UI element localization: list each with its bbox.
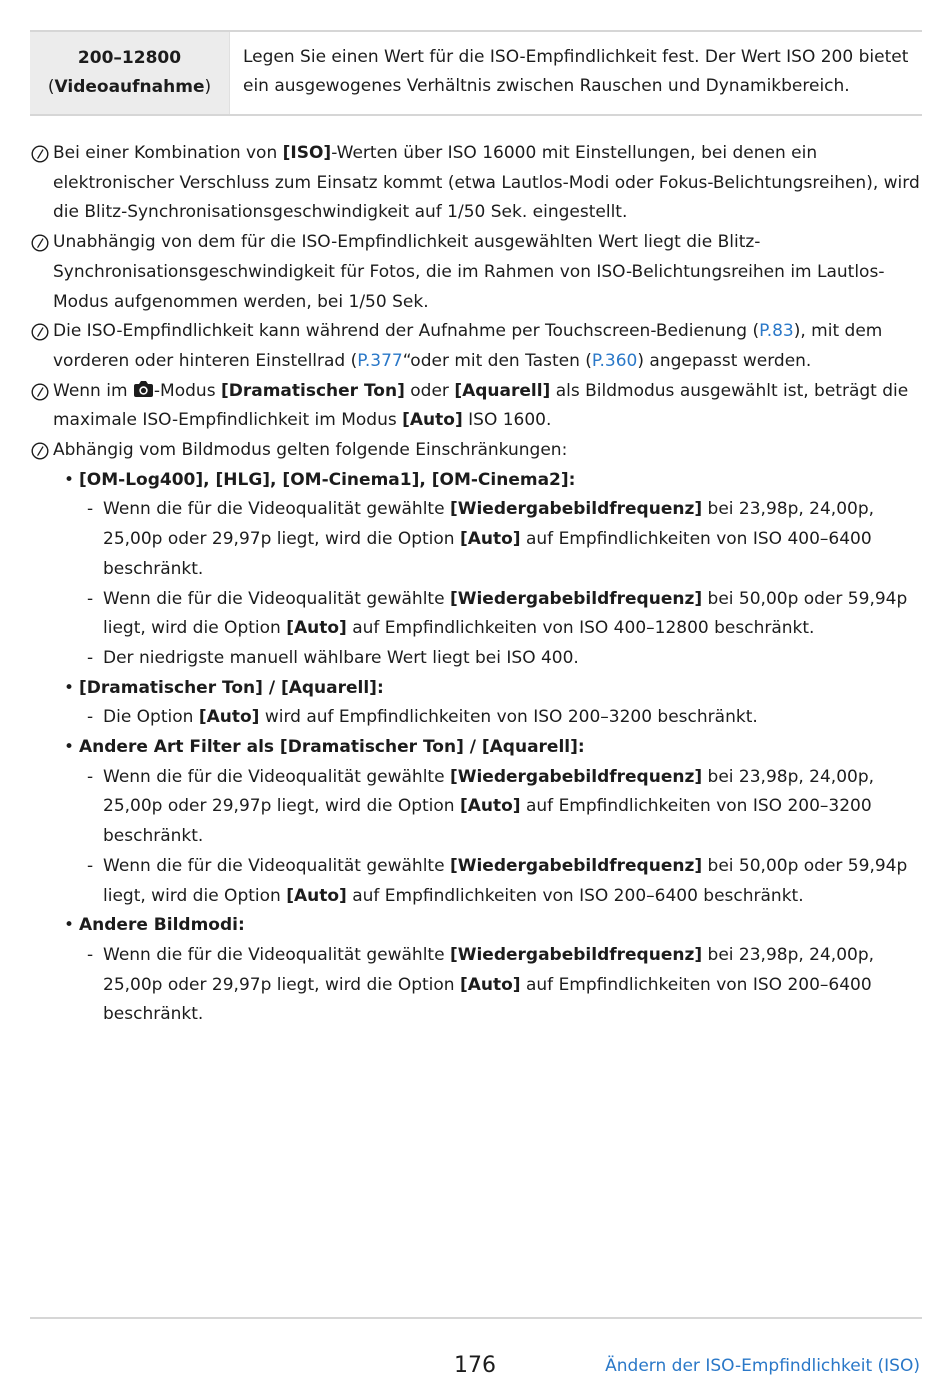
list-item: - Wenn die für die Videoqualität gewählte [Wiedergabebildfrequenz] bei 50,00p oder 59,94p liegt, wird die Option [Auto] auf Empfindlichkeiten von ISO 400–12800 beschränkt.: [87, 588, 908, 639]
section-title-link[interactable]: Ändern der ISO-Empfindlichkeit (ISO): [605, 1356, 920, 1376]
iso-table-row: [30, 30, 922, 116]
note-4: Wenn im -Modus [Dramatischer Ton] oder [Aquarell] als Bildmodus ausgewählt ist, beträgt die maximale ISO-Empfindlichkeit im Modus [Auto] ISO 1600.: [30, 377, 922, 436]
group-title-other-picture-modes: • Andere Bildmodi:: [64, 915, 245, 936]
page-link-377[interactable]: P.377: [357, 350, 403, 371]
note-5: Abhängig vom Bildmodus gelten folgende Einschränkungen:: [30, 436, 922, 466]
list-item: - Wenn die für die Videoqualität gewählte [Wiedergabebildfrequenz] bei 50,00p oder 59,94p liegt, wird die Option [Auto] auf Empfindlichkeiten von ISO 200–6400 beschränkt.: [87, 855, 908, 906]
list-item: - Der niedrigste manuell wählbare Wert liegt bei ISO 400.: [87, 647, 579, 668]
note-pencil-icon: [31, 442, 49, 460]
list-item: - Wenn die für die Videoqualität gewählte [Wiedergabebildfrequenz] bei 23,98p, 24,00p, 25,00p oder 29,97p liegt, wird die Option [Auto] auf Empfindlichkeiten von ISO 200–6400 beschränkt.: [87, 944, 875, 1025]
page-number: 176: [454, 1353, 496, 1378]
note-1: Bei einer Kombination von [ISO]-Werten über ISO 16000 mit Einstellungen, bei denen ein elektronischer Verschluss zum Einsatz kommt (etwa Lautlos-Modi oder Fokus-Belichtungsreihen), wird die Blitz-Synchronisationsgeschwindigkeit auf 1/50 Sek. eingestellt.: [30, 139, 922, 228]
iso-range: 200–12800: [77, 48, 182, 68]
list-item: - Die Option [Auto] wird auf Empfindlichkeiten von ISO 200–3200 beschränkt.: [87, 707, 758, 728]
iso-mode-label: (Videoaufnahme): [47, 77, 212, 97]
list-item: - Wenn die für die Videoqualität gewählte [Wiedergabebildfrequenz] bei 23,98p, 24,00p, 25,00p oder 29,97p liegt, wird die Option [Auto] auf Empfindlichkeiten von ISO 400–6400 beschränkt.: [87, 499, 875, 579]
note-pencil-icon: [31, 234, 49, 252]
list-item: - Wenn die für die Videoqualität gewählte [Wiedergabebildfrequenz] bei 23,98p, 24,00p, 25,00p oder 29,97p liegt, wird die Option [Auto] auf Empfindlichkeiten von ISO 200–3200 beschränkt.: [87, 766, 875, 847]
note-pencil-icon: [31, 323, 49, 341]
note-pencil-icon: [31, 145, 49, 163]
group-title-om-log: • [OM-Log400], [HLG], [OM-Cinema1], [OM-Cinema2]:: [64, 469, 576, 490]
notes-section: [30, 139, 922, 1030]
note-pencil-icon: [31, 383, 49, 401]
note-2: Unabhängig von dem für die ISO-Empfindlichkeit ausgewählten Wert liegt die Blitz-Synchronisationsgeschwindigkeit für Fotos, die im Rahmen von ISO-Belichtungsreihen im Lautlos-Modus aufgenommen werden, bei 1/50 Sek.: [30, 228, 922, 317]
iso-description-cell: Legen Sie einen Wert für die ISO-Empfindlichkeit fest. Der Wert ISO 200 bietet ein ausgewogenes Verhältnis zwischen Rauschen und Dynamikbereich.: [229, 32, 922, 114]
page-link-83[interactable]: P.83: [759, 321, 794, 342]
footer-divider: [30, 1317, 922, 1319]
page-link-360[interactable]: P.360: [591, 350, 638, 371]
iso-value-cell: [30, 32, 229, 114]
camera-icon: [133, 380, 154, 398]
group-title-dramatic-tone: • [Dramatischer Ton] / [Aquarell]:: [64, 677, 384, 698]
note-3: Die ISO-Empfindlichkeit kann während der Aufnahme per Touchscreen-Bedienung (P.83), mit dem vorderen oder hinteren Einstellrad (P.377“oder mit den Tasten (P.360) angepasst werden.: [30, 317, 922, 376]
group-title-other-art-filters: • Andere Art Filter als [Dramatischer Ton] / [Aquarell]:: [64, 737, 585, 758]
